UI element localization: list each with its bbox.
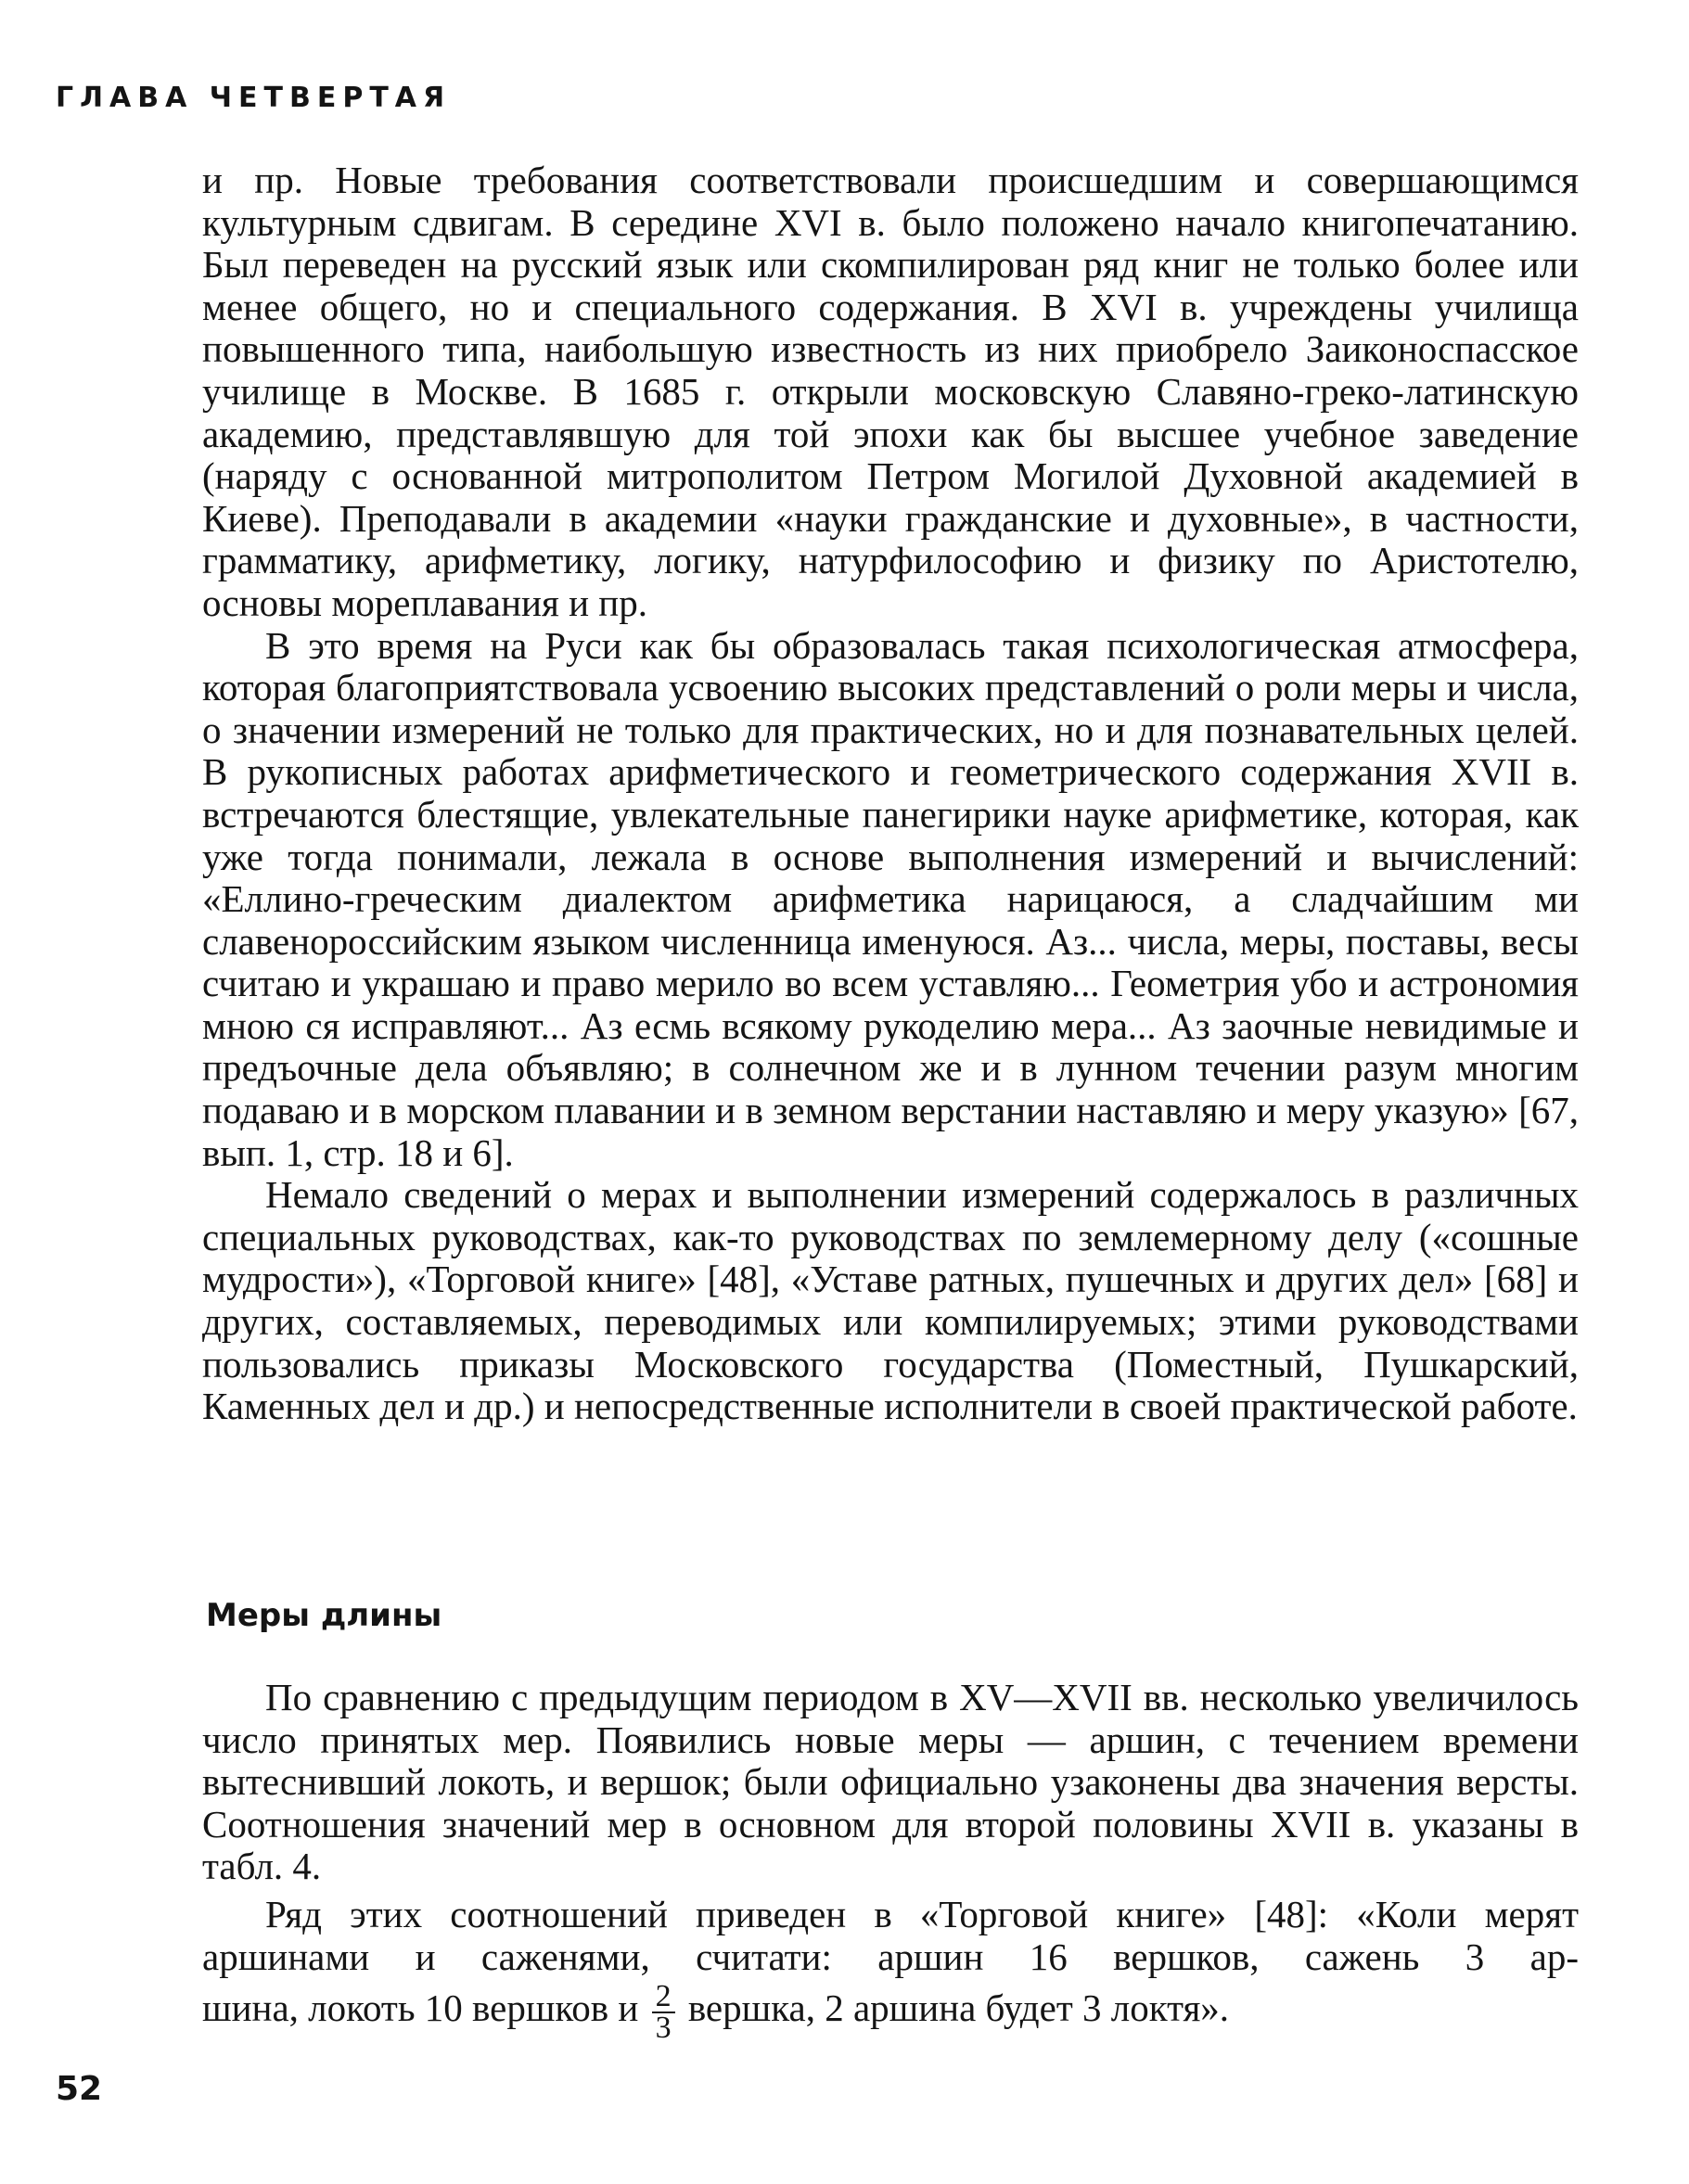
last-line-end: вершка, 2 аршина будет 3 локтя». bbox=[687, 1986, 1230, 2030]
section-paragraph-2: Ряд этих соотношений приведен в «Торговой книге» [48]: «Коли мерят аршинами и саженями, считати: аршин 16 вершков, сажень 3 ар- bbox=[202, 1892, 1579, 1978]
fraction bbox=[652, 1978, 675, 2045]
paragraph-1: и пр. Новые требования соответствовали происшедшим и совершающимся культурным сдвигам. В середине XVI в. было положено начало книгопечатанию. Был переведен на русский язык или скомпилирован ряд книг не только более или менее общего, но и специального содержания. В XVI в. учреждены училища повышенного типа, наибольшую известность из них приобрело Заиконоспасское училище в Москве. В 1685 г. открыли московскую Славяно-греко-латинскую академию, представлявшую для той эпохи как бы высшее учебное заведение (наряду с основанной митрополитом Петром Могилой Духовной академией в Киеве). Преподавали в академии «науки гражданские и духовные», в частности, грамматику, арифметику, логику, натурфилософию и физику по Аристотелю, основы мореплавания и пр. bbox=[202, 159, 1579, 624]
paragraph-3: Немало сведений о мерах и выполнении измерений содержалось в различных специальных руководствах, как-то руководствах по землемерному делу («сошные мудрости»), «Торговой книге» [48], «Уставе ратных, пушечных и других дел» [68] и других, составляемых, переводимых или компилируемых; этими руководствами пользовались приказы Московского государства (Поместный, Пушкарский, Каменных дел и др.) и непосредственные исполнители в своей практической работе. bbox=[202, 1173, 1579, 1428]
page-number: 52 bbox=[56, 2070, 103, 2108]
running-head: ГЛАВА ЧЕТВЕРТАЯ bbox=[56, 82, 452, 114]
section-title: Меры длины bbox=[206, 1597, 442, 1634]
fraction-numerator: 2 bbox=[652, 1982, 675, 2013]
section-last-line bbox=[202, 1980, 1579, 2043]
section-text bbox=[202, 1677, 1579, 2043]
last-line-start: шина, локоть 10 вершков и bbox=[202, 1986, 639, 2030]
section-paragraph-1: По сравнению с предыдущим периодом в XV—XVII вв. несколько увеличилось число принятых мер. Появились новые меры — аршин, с течением времени вытеснивший локоть, и вершок; были официально узаконены два значения версты. Соотношения значений мер в основном для второй половины XVII в. указаны в табл. 4. bbox=[202, 1676, 1579, 1888]
paragraph-2: В это время на Руси как бы образовалась такая психологическая атмосфера, которая благоприятствовала усвоению высоких представлений о роли меры и числа, о значении измерений не только для практических, но и для познавательных целей. В рукописных работах арифметического и геометрического содержания XVII в. встречаются блестящие, увлекательные панегирики науке арифметике, которая, как уже тогда понимали, лежала в основе выполнения измерений и вычислений: «Еллино-греческим диалектом арифметика нарицаюся, а сладчайшим ми славенороссийским языком численница именуюся. Аз... числа, меры, поставы, весы считаю и украшаю и право мерило во всем уставляю... Геометрия убо и астрономия мною ся исправляют... Аз есмь всякому рукоделию мера... Аз заочные невидимые и предъочные дела объявляю; в солнечном же и в лунном течении разум многим подаваю и в морском плавании и в земном верстании наставляю и меру указую» [67, вып. 1, стр. 18 и 6]. bbox=[202, 623, 1579, 1174]
fraction-denominator: 3 bbox=[655, 2010, 672, 2045]
main-text bbox=[202, 160, 1579, 1428]
